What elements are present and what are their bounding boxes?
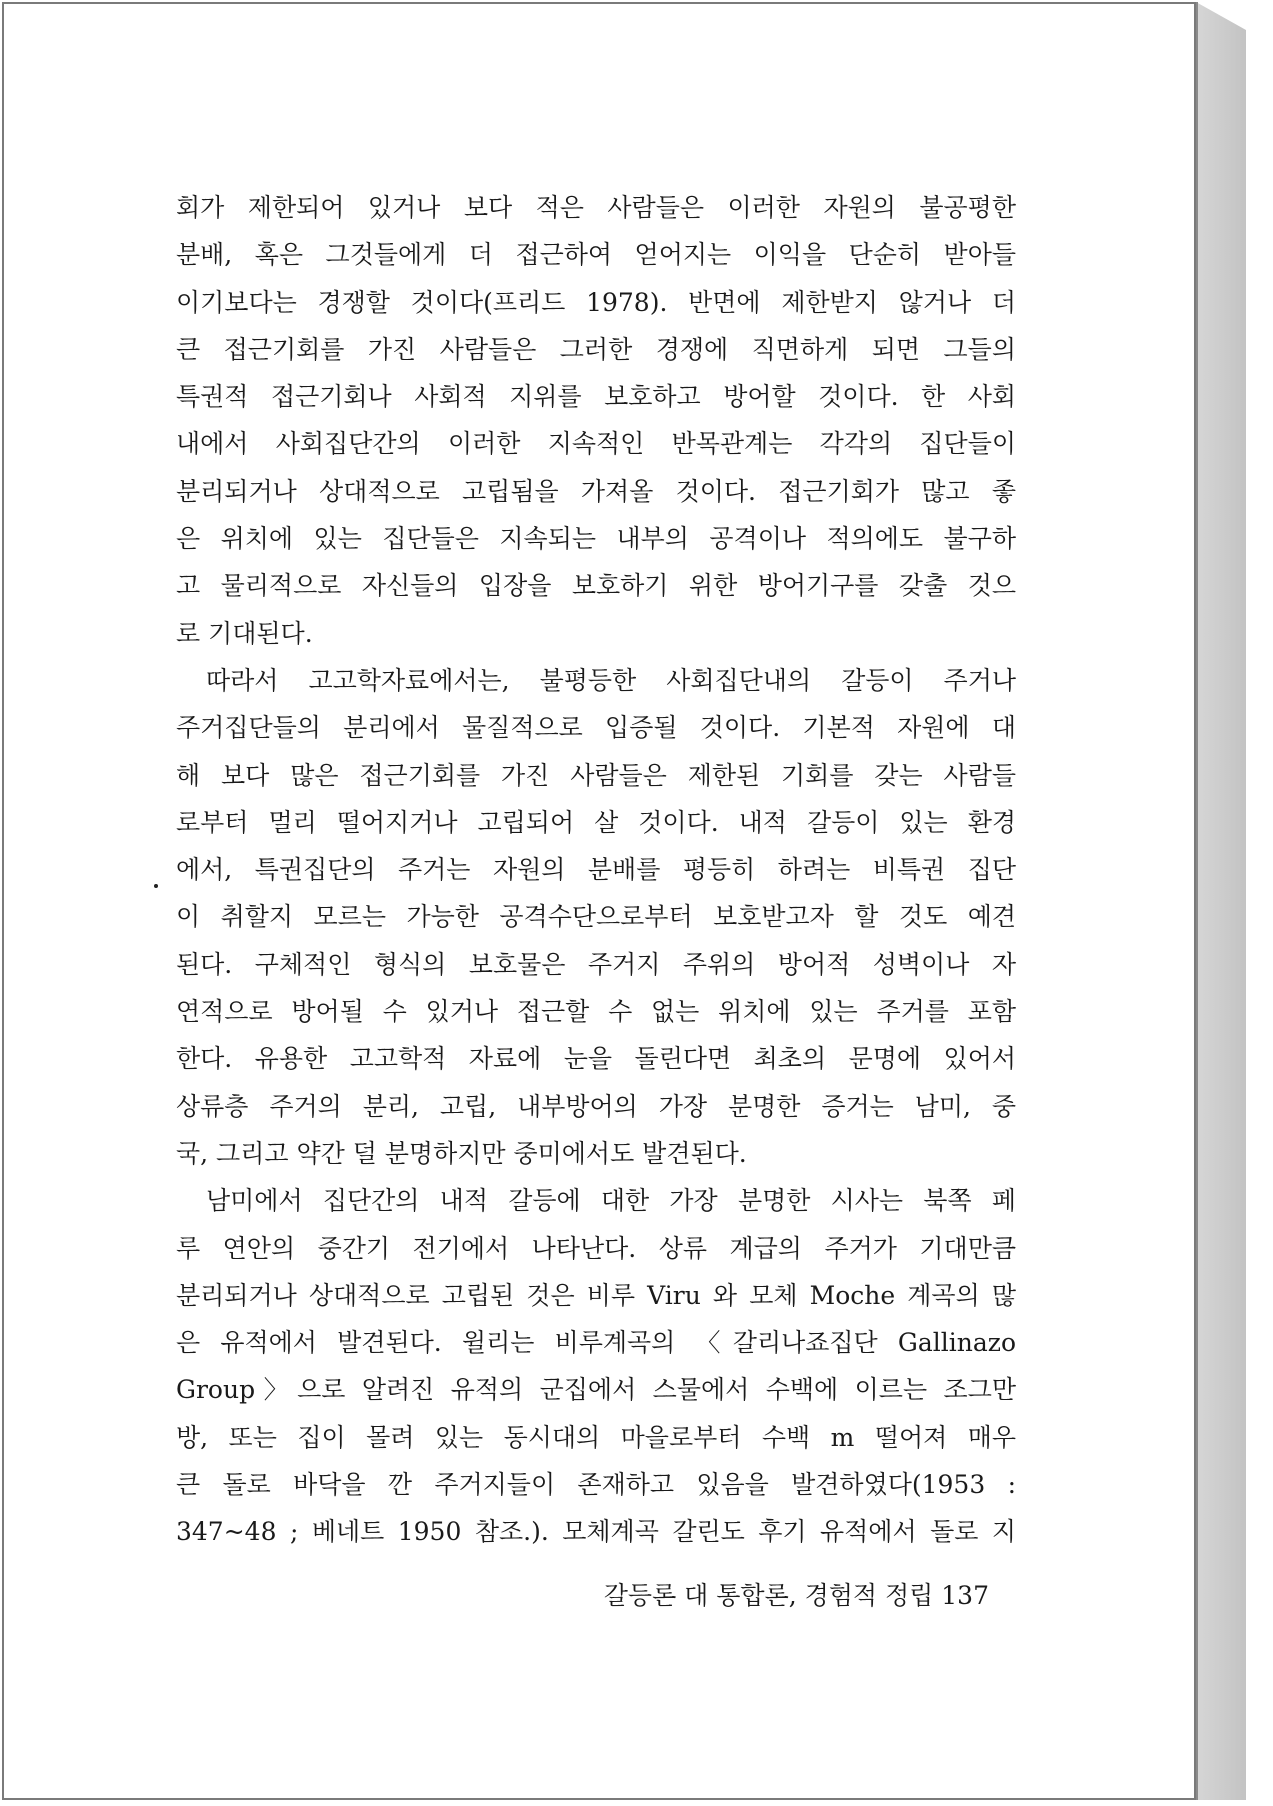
text-line: 은 유적에서 발견된다. 윌리는 비루계곡의 〈갈리나죠집단 Gallinazo: [176, 1328, 1016, 1358]
text-line: 로 기대된다.: [176, 618, 313, 648]
page-footer: [589, 1576, 989, 1612]
text-line: 347~48 ; 베네트 1950 참조.). 모체계곡 갈린도 후기 유적에서 돌로 지: [176, 1517, 1016, 1547]
text-line: 로부터 멀리 떨어지거나 고립되어 살 것이다. 내적 갈등이 있는 환경: [176, 807, 1016, 837]
text-line: 이 취할지 모르는 가능한 공격수단으로부터 보호받고자 할 것도 예견: [176, 902, 1016, 932]
text-line: 분리되거나 상대적으로 고립된 것은 비루 Viru 와 모체 Moche 계곡의 많: [176, 1280, 1016, 1310]
page-number: 137: [941, 1581, 989, 1610]
text-line: 상류층 주거의 분리, 고립, 내부방어의 가장 분명한 증거는 남미, 중: [176, 1091, 1016, 1121]
text-line: 큰 돌로 바닥을 깐 주거지들이 존재하고 있음을 발견하였다(1953 :: [176, 1470, 1016, 1500]
text-line: Group〉으로 알려진 유적의 군집에서 스물에서 수백에 이르는 조그만: [176, 1375, 1016, 1405]
text-line: 한다. 유용한 고고학적 자료에 눈을 돌린다면 최초의 문명에 있어서: [176, 1044, 1016, 1074]
text-line: 연적으로 방어될 수 있거나 접근할 수 없는 위치에 있는 주거를 포함: [176, 997, 1016, 1027]
page-stack-edge: [1196, 2, 1246, 1800]
text-line: 주거집단들의 분리에서 물질적으로 입증될 것이다. 기본적 자원에 대: [176, 713, 1016, 743]
text-line: 루 연안의 중간기 전기에서 나타난다. 상류 계급의 주거가 기대만큼: [176, 1233, 1016, 1263]
text-line: 은 위치에 있는 집단들은 지속되는 내부의 공격이나 적의에도 불구하: [176, 524, 1016, 554]
running-title: 갈등론 대 통합론, 경험적 정립: [603, 1581, 934, 1610]
text-line: 해 보다 많은 접근기회를 가진 사람들은 제한된 기회를 갖는 사람들: [176, 760, 1016, 790]
text-line: 이기보다는 경쟁할 것이다(프리드 1978). 반면에 제한받지 않거나 더: [176, 287, 1016, 317]
scan-speck: [154, 884, 158, 888]
text-line: 따라서 고고학자료에서는, 불평등한 사회집단내의 갈등이 주거나: [206, 665, 1016, 695]
text-line: 분리되거나 상대적으로 고립됨을 가져올 것이다. 접근기회가 많고 좋: [176, 476, 1016, 506]
book-page: [2, 2, 1196, 1800]
text-line: 국, 그리고 약간 덜 분명하지만 중미에서도 발견된다.: [176, 1138, 747, 1168]
page-edge-line: [1196, 2, 1198, 1800]
text-line: 남미에서 집단간의 내적 갈등에 대한 가장 분명한 시사는 북쪽 페: [206, 1186, 1016, 1216]
text-line: 큰 접근기회를 가진 사람들은 그러한 경쟁에 직면하게 되면 그들의: [176, 334, 1016, 364]
text-line: 고 물리적으로 자신들의 입장을 보호하기 위한 방어기구를 갖출 것으: [176, 571, 1016, 601]
text-line: 에서, 특권집단의 주거는 자원의 분배를 평등히 하려는 비특권 집단: [176, 855, 1016, 885]
text-line: 회가 제한되어 있거나 보다 적은 사람들은 이러한 자원의 불공평한: [176, 193, 1016, 222]
text-line: 내에서 사회집단간의 이러한 지속적인 반목관계는 각각의 집단들이: [176, 429, 1016, 459]
body-text: [176, 184, 1016, 1556]
text-line: 된다. 구체적인 형식의 보호물은 주거지 주위의 방어적 성벽이나 자: [176, 949, 1016, 979]
text-line: 분배, 혹은 그것들에게 더 접근하여 얻어지는 이익을 단순히 받아들: [176, 240, 1016, 270]
text-line: 특권적 접근기회나 사회적 지위를 보호하고 방어할 것이다. 한 사회: [176, 382, 1016, 412]
text-line: 방, 또는 집이 몰려 있는 동시대의 마을로부터 수백 m 떨어져 매우: [176, 1422, 1016, 1452]
